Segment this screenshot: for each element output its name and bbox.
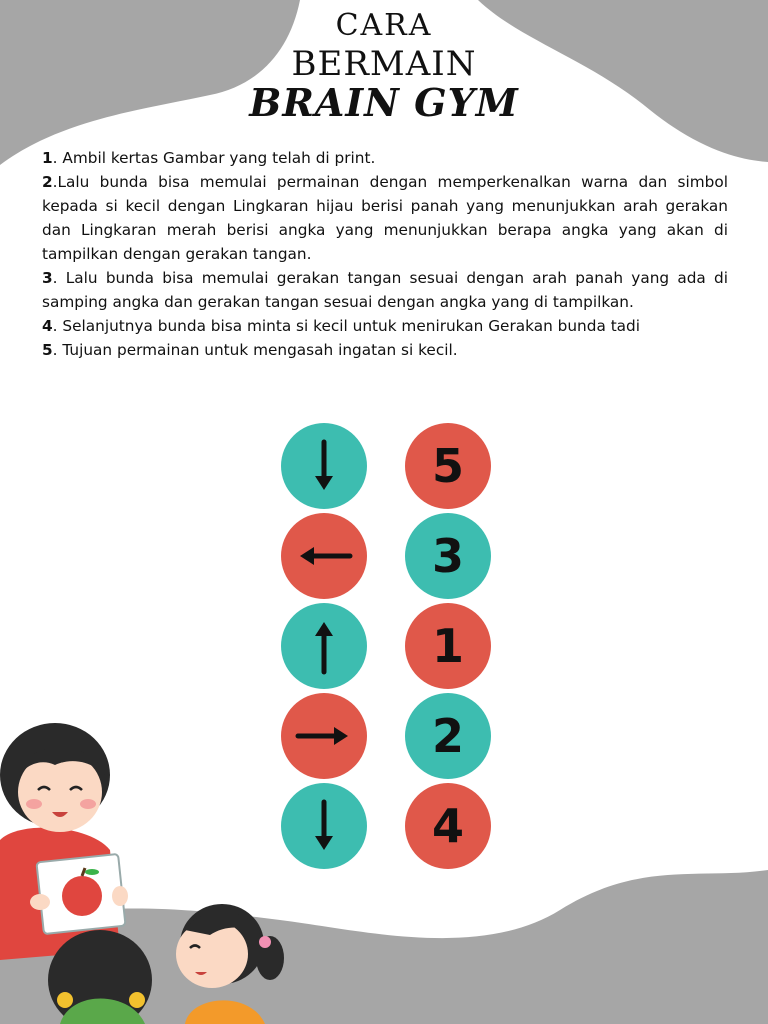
number-label: 5 — [431, 439, 464, 493]
arrow-circle-1 — [281, 423, 367, 509]
step-4: 4. Selanjutnya bunda bisa minta si kecil untuk menirukan Gerakan bunda tadi — [42, 317, 641, 335]
number-circle-4 — [405, 693, 491, 779]
number-circle-2 — [405, 513, 491, 599]
step-1: 1. Ambil kertas Gambar yang telah di print. — [42, 149, 376, 167]
title-line-cara: CARA — [335, 8, 433, 43]
left-arrow-icon — [294, 526, 354, 586]
teacher-kids-illustration — [0, 720, 300, 1024]
number-label: 3 — [431, 529, 464, 583]
arrow-circle-3 — [281, 603, 367, 689]
down-arrow-icon — [294, 436, 354, 496]
title-line-bermain: BERMAIN — [291, 44, 477, 84]
right-arrow-icon — [294, 706, 354, 766]
number-label: 1 — [431, 619, 464, 673]
number-circle-5 — [405, 783, 491, 869]
step-3: 3. Lalu bunda bisa memulai gerakan tangan sesuai dengan arah panah yang ada di samping angka dan gerakan tangan sesuai dengan angka yang di tampilkan. — [42, 269, 728, 311]
number-label: 2 — [431, 709, 464, 763]
number-circle-3 — [405, 603, 491, 689]
step-5: 5. Tujuan permainan untuk mengasah ingatan si kecil. — [42, 341, 458, 359]
number-circle-1 — [405, 423, 491, 509]
arrow-circle-2 — [281, 513, 367, 599]
number-label: 4 — [431, 799, 464, 853]
title-line-brain-gym: BRAIN GYM — [249, 80, 519, 125]
step-2: 2.Lalu bunda bisa memulai permainan dengan memperkenalkan warna dan simbol kepada si kecil dengan Lingkaran hijau berisi panah yang menunjukkan arah gerakan dan Lingkaran merah berisi angka yang menunjukkan berapa angka yang akan di tampilkan dengan gerakan tangan. — [42, 173, 728, 263]
instruction-steps — [42, 146, 728, 362]
up-arrow-icon — [294, 616, 354, 676]
down-arrow-icon — [294, 796, 354, 856]
